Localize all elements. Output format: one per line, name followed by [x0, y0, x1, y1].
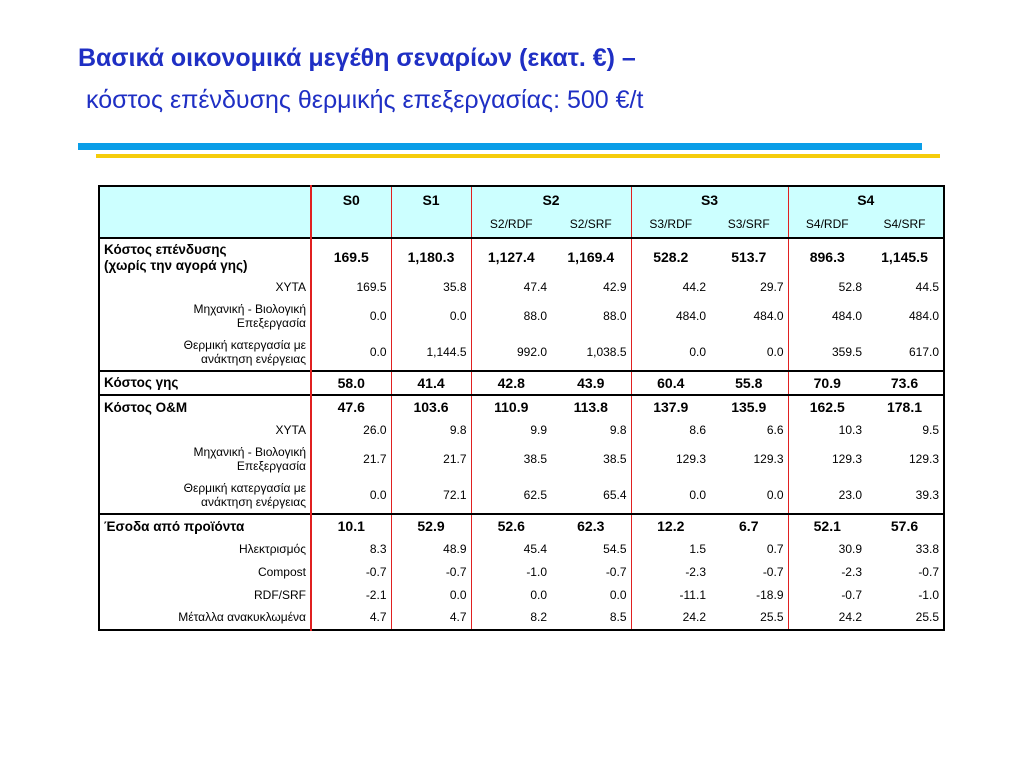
table-cell: 8.6 [689, 422, 706, 437]
table-row [99, 371, 944, 395]
table-cell: -2.1 [311, 584, 391, 607]
divider-yellow [96, 154, 940, 158]
slide-title: Βασικά οικονομικά μεγέθη σεναρίων (εκατ. €) – [78, 44, 636, 72]
row-label: ΧΥΤΑ [99, 276, 311, 299]
table-cell: 513.7 [710, 238, 788, 276]
table-cell: 0.0 [689, 487, 706, 502]
table-cell: 41.4 [391, 371, 471, 395]
table-cell: 30.9 [838, 541, 862, 556]
table-cell: 129.3 [908, 452, 939, 467]
table-row [99, 395, 944, 419]
table-row [99, 584, 944, 607]
table-cell: -0.7 [918, 564, 939, 579]
table-cell: -2.3 [841, 564, 862, 579]
table-cell: 54.5 [551, 538, 631, 561]
table-cell: 24.2 [682, 610, 706, 625]
table-cell: 0.0 [311, 299, 391, 335]
table-cell: 0.0 [710, 478, 788, 514]
table-cell: 24.2 [838, 610, 862, 625]
table-row [99, 478, 944, 514]
table-cell: 25.5 [710, 607, 788, 630]
row-label: Compost [99, 561, 311, 584]
table-cell: -0.7 [391, 561, 471, 584]
row-label: Κόστος Ο&Μ [99, 395, 311, 419]
table-cell: 1,180.3 [391, 238, 471, 276]
table-cell: 44.2 [682, 279, 706, 294]
table-cell: 137.9 [631, 395, 710, 419]
header-subcolumn: S2/SRF [551, 213, 631, 238]
table-cell: 0.0 [551, 584, 631, 607]
table-cell: 0.7 [710, 538, 788, 561]
table-cell: 8.3 [311, 538, 391, 561]
table-cell: 42.8 [471, 371, 551, 395]
table-cell: 169.5 [311, 276, 391, 299]
table-cell: 0.0 [710, 335, 788, 371]
table-cell: 0.0 [391, 584, 471, 607]
table-cell: 60.4 [631, 371, 710, 395]
table-cell: 1,144.5 [391, 335, 471, 371]
table-cell: 896.3 [788, 238, 866, 276]
table-cell: 57.6 [866, 514, 944, 538]
table-cell: 169.5 [311, 238, 391, 276]
row-label: ΧΥΤΑ [99, 419, 311, 442]
table-cell: 129.3 [675, 452, 706, 467]
table-cell: -0.7 [841, 587, 862, 602]
table-cell: -1.0 [526, 564, 547, 579]
table-cell: 35.8 [391, 276, 471, 299]
table-row [99, 335, 944, 371]
table-row [99, 238, 944, 276]
table-cell: -0.7 [551, 561, 631, 584]
table-cell: 110.9 [471, 395, 551, 419]
table-cell: 9.8 [391, 419, 471, 442]
table-cell: 44.5 [915, 279, 939, 294]
table-row [99, 276, 944, 299]
table-row [99, 607, 944, 630]
slide-subtitle: κόστος επένδυσης θερμικής επεξεργασίας: 500 €/t [86, 86, 644, 114]
table-cell: 992.0 [516, 344, 547, 359]
header-subcolumn: S4/RDF [788, 213, 866, 238]
table-cell: 38.5 [523, 452, 547, 467]
table-cell: 62.5 [523, 487, 547, 502]
table-cell: 55.8 [710, 371, 788, 395]
table-cell: 52.8 [838, 279, 862, 294]
table-cell: 9.9 [530, 422, 547, 437]
table-cell: -0.7 [311, 561, 391, 584]
header-scenario: S4 [788, 186, 944, 213]
header-subcolumn: S3/SRF [710, 213, 788, 238]
table-cell: 6.6 [710, 419, 788, 442]
table-cell: 45.4 [523, 541, 547, 556]
header-empty [391, 213, 471, 238]
table-cell: 65.4 [551, 478, 631, 514]
table-cell: 10.1 [311, 514, 391, 538]
table-cell: 72.1 [391, 478, 471, 514]
table-cell: 21.7 [391, 442, 471, 478]
header-scenario: S0 [311, 186, 391, 213]
table-cell: 617.0 [908, 344, 939, 359]
table-cell: 6.7 [710, 514, 788, 538]
header-corner [99, 213, 311, 238]
table-cell: 62.3 [551, 514, 631, 538]
table-cell: 1,127.4 [471, 238, 551, 276]
table-cell: 21.7 [311, 442, 391, 478]
row-label: Θερμική κατεργασία με ανάκτηση ενέργειας [99, 335, 311, 371]
table-cell: 9.8 [551, 419, 631, 442]
table-cell: 484.0 [710, 299, 788, 335]
table-cell: 47.4 [523, 279, 547, 294]
table-cell: 23.0 [838, 487, 862, 502]
scenario-cost-table [98, 185, 945, 631]
row-label: Κόστος επένδυσης (χωρίς την αγορά γης) [99, 238, 311, 276]
table-cell: 0.0 [311, 478, 391, 514]
row-label: Ηλεκτρισμός [99, 538, 311, 561]
table-row [99, 299, 944, 335]
table-cell: 52.6 [471, 514, 551, 538]
table-cell: 10.3 [838, 422, 862, 437]
table-cell: 38.5 [551, 442, 631, 478]
table-cell: 129.3 [831, 452, 862, 467]
table-cell: 0.0 [689, 344, 706, 359]
header-row-scenarios [99, 186, 944, 213]
table-cell: 1,169.4 [551, 238, 631, 276]
table-cell: -2.3 [685, 564, 706, 579]
row-label: Μέταλλα ανακυκλωμένα [99, 607, 311, 630]
header-scenario: S2 [471, 186, 631, 213]
header-empty [311, 213, 391, 238]
table-cell: 103.6 [391, 395, 471, 419]
table-cell: 1,038.5 [551, 335, 631, 371]
table-row [99, 442, 944, 478]
table-cell: 29.7 [710, 276, 788, 299]
table-cell: 0.0 [391, 299, 471, 335]
row-label: Έσοδα από προϊόντα [99, 514, 311, 538]
table-cell: -11.1 [679, 587, 706, 602]
table-cell: 178.1 [866, 395, 944, 419]
table-cell: 8.2 [530, 610, 547, 625]
header-row-subcolumns [99, 213, 944, 238]
table-cell: 43.9 [551, 371, 631, 395]
header-scenario: S3 [631, 186, 788, 213]
table-cell: 484.0 [675, 309, 706, 324]
row-label: RDF/SRF [99, 584, 311, 607]
table-cell: 52.9 [391, 514, 471, 538]
table-cell: 484.0 [831, 309, 862, 324]
table-cell: 129.3 [710, 442, 788, 478]
table-cell: 0.0 [311, 335, 391, 371]
table-cell: 88.0 [523, 309, 547, 324]
row-label: Κόστος γης [99, 371, 311, 395]
divider-blue [78, 143, 922, 150]
table-cell: -1.0 [918, 587, 939, 602]
table-cell: -18.9 [710, 584, 788, 607]
header-subcolumn: S3/RDF [631, 213, 710, 238]
table-cell: 9.5 [922, 422, 939, 437]
table-cell: 42.9 [551, 276, 631, 299]
table-cell: 8.5 [551, 607, 631, 630]
table-cell: 359.5 [831, 344, 862, 359]
table-cell: 25.5 [915, 610, 939, 625]
table-cell: 48.9 [391, 538, 471, 561]
table-cell: 70.9 [788, 371, 866, 395]
table-cell: 47.6 [311, 395, 391, 419]
table-cell: 162.5 [788, 395, 866, 419]
table-row [99, 538, 944, 561]
row-label: Μηχανική - Βιολογική Επεξεργασία [99, 442, 311, 478]
table-cell: 1.5 [689, 541, 706, 556]
header-subcolumn: S4/SRF [866, 213, 944, 238]
table-cell: 39.3 [915, 487, 939, 502]
table-cell: 484.0 [908, 309, 939, 324]
table-cell: 528.2 [631, 238, 710, 276]
table-cell: 12.2 [631, 514, 710, 538]
header-subcolumn: S2/RDF [471, 213, 551, 238]
table-cell: 0.0 [530, 587, 547, 602]
table-cell: 135.9 [710, 395, 788, 419]
row-label: Θερμική κατεργασία με ανάκτηση ενέργειας [99, 478, 311, 514]
table-cell: 4.7 [391, 607, 471, 630]
table-cell: 26.0 [311, 419, 391, 442]
table-row [99, 419, 944, 442]
table-cell: 88.0 [551, 299, 631, 335]
table-cell: -0.7 [710, 561, 788, 584]
row-label: Μηχανική - Βιολογική Επεξεργασία [99, 299, 311, 335]
table-cell: 113.8 [551, 395, 631, 419]
table-cell: 52.1 [788, 514, 866, 538]
table-cell: 58.0 [311, 371, 391, 395]
header-corner [99, 186, 311, 213]
header-scenario: S1 [391, 186, 471, 213]
table-cell: 73.6 [866, 371, 944, 395]
table-cell: 4.7 [311, 607, 391, 630]
table-cell: 33.8 [915, 541, 939, 556]
table-cell: 1,145.5 [866, 238, 944, 276]
table-row [99, 514, 944, 538]
table-row [99, 561, 944, 584]
